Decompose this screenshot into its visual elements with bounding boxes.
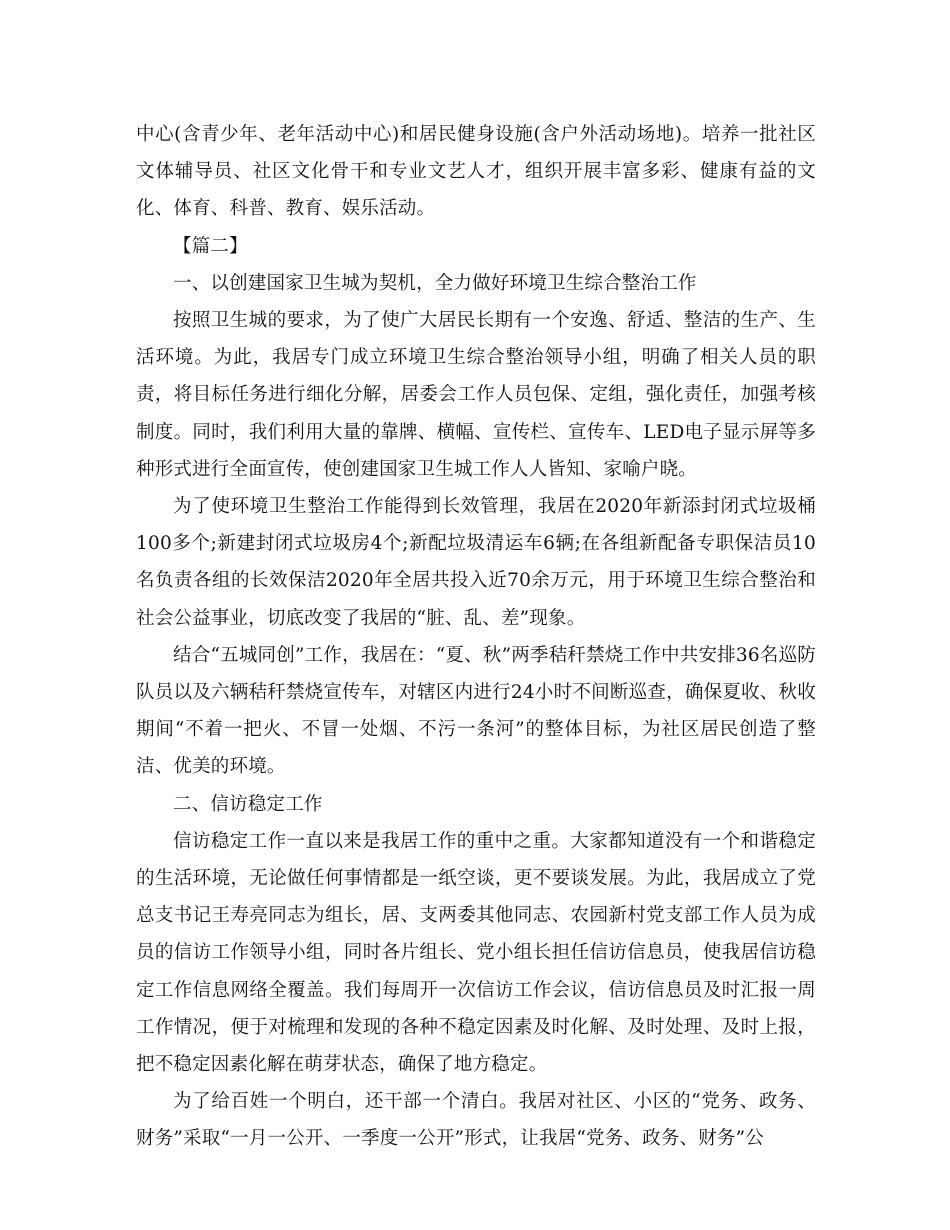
paragraph-continuation: 中心(含青少年、老年活动中心)和居民健身设施(含户外活动场地)。培养一批社区文体辅导员、社区文化骨干和专业文艺人才，组织开展丰富多彩、健康有益的文化、体育、科普、教育、娱乐活动。 [136, 124, 816, 220]
paragraph: 信访稳定工作一直以来是我居工作的重中之重。大家都知道没有一个和谐稳定的生活环境，无论做任何事情都是一纸空谈，更不要谈发展。为此，我居成立了党总支书记王寿亮同志为组长，居、支两委其他同志、农园新村党支部工作人员为成员的信访工作领导小组，同时各片组长、党小组长担任信访信息员，使我居信访稳定工作信息网络全覆盖。我们每周开一次信访工作会议，信访信息员及时汇报一周工作情况，便于对梳理和发现的各种不稳定因素及时化解、及时处理、及时上报，把不稳定因素化解在萌芽状态，确保了地方稳定。 [136, 830, 816, 1076]
paragraph: 为了给百姓一个明白，还干部一个清白。我居对社区、小区的“党务、政务、财务”采取“一月一公开、一季度一公开”形式，让我居“党务、政务、财务”公 [136, 1091, 816, 1150]
paragraph: 按照卫生城的要求，为了使广大居民长期有一个安逸、舒适、整洁的生产、生活环境。为此，我居专门成立环境卫生综合整治领导小组，明确了相关人员的职责，将目标任务进行细化分解，居委会工作人员包保、定组，强化责任，加强考核制度。同时，我们利用大量的靠牌、横幅、宣传栏、宣传车、LED电子显示屏等多种形式进行全面宣传，使创建国家卫生城工作人人皆知、家喻户晓。 [136, 310, 816, 480]
paragraph: 为了使环境卫生整治工作能得到长效管理，我居在2020年新添封闭式垃圾桶100多个;新建封闭式垃圾房4个;新配垃圾清运车6辆;在各组新配备专职保洁员10名负责各组的长效保洁2020年全居共投入近70余万元，用于环境卫生综合整治和社会公益事业，切底改变了我居的“脏、乱、差”现象。 [136, 496, 816, 629]
section-heading-sanitation: 一、以创建国家卫生城为契机，全力做好环境卫生综合整治工作 [173, 272, 697, 294]
document-body [136, 116, 816, 1158]
section-heading-petition: 二、信访稳定工作 [173, 793, 323, 815]
paragraph: 结合“五城同创”工作，我居在：“夏、秋”两季秸秆禁烧工作中共安排36名巡防队员以及六辆秸秆禁烧宣传车，对辖区内进行24小时不间断巡查，确保夏收、秋收期间“不着一把火、不冒一处烟、不污一条河”的整体目标，为社区居民创造了整洁、优美的环境。 [136, 644, 816, 778]
section-marker: 【篇二】 [173, 235, 248, 257]
